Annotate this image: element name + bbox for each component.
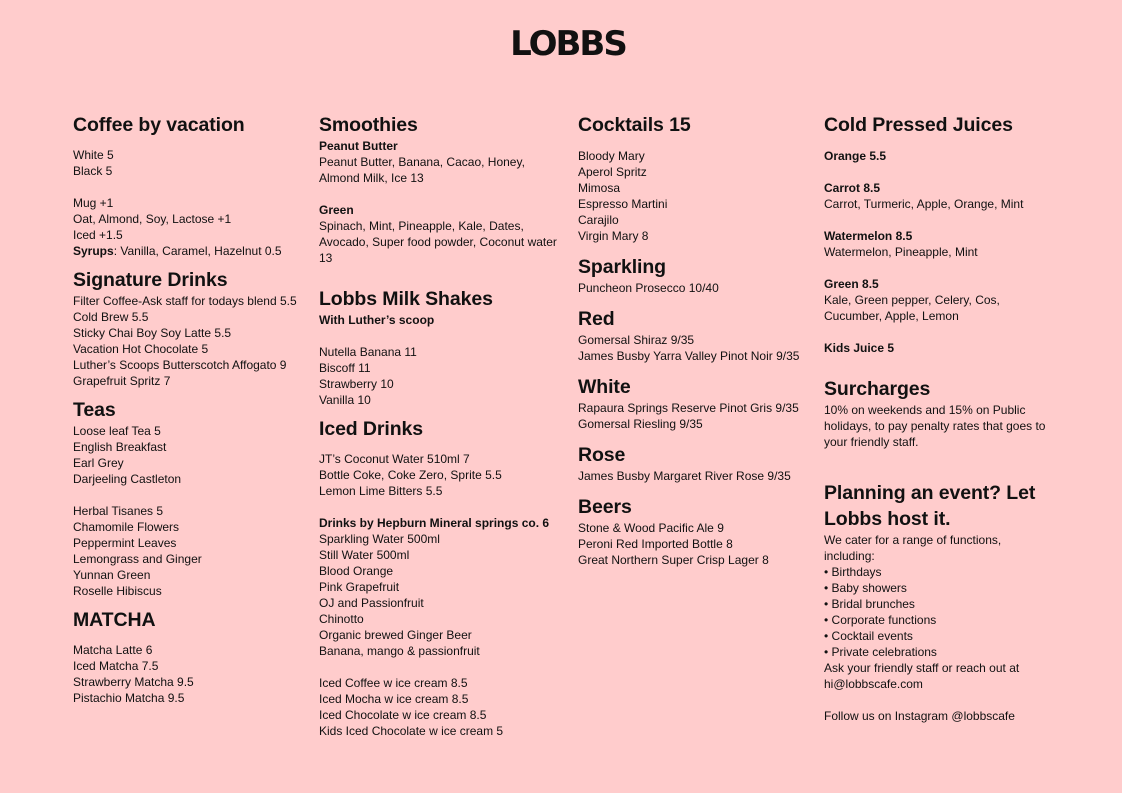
menu-item: Gomersal Shiraz 9/35 [578,333,695,347]
smoothie-desc: Spinach, Mint, Pineapple, Kale, Dates, Avocado, Super food powder, Coconut water 13 [319,219,557,265]
menu-item: Nutella Banana 11 [319,345,417,359]
menu-item: Herbal Tisanes 5 [73,504,164,518]
menu-item: Iced Matcha 7.5 [73,659,159,673]
menu-item: Vanilla 10 [319,393,371,407]
juice-desc: Carrot, Turmeric, Apple, Orange, Mint [824,197,1024,211]
event-bullet: • Birthdays [824,565,882,579]
juice-name: Orange 5.5 [824,149,887,163]
menu-item: JT’s Coconut Water 510ml 7 [319,452,470,466]
menu-item: Kids Iced Chocolate w ice cream 5 [319,724,504,738]
syrups-text: : Vanilla, Caramel, Hazelnut 0.5 [113,244,282,258]
surcharges-text: 10% on weekends and 15% on Public holidays, to pay penalty rates that goes to your friendly staff. [824,403,1046,449]
menu-column-3 [578,112,816,568]
menu-item: Oat, Almond, Soy, Lactose +1 [73,212,232,226]
menu-item: Gomersal Riesling 9/35 [578,417,703,431]
matcha-heading: MATCHA [73,609,156,631]
brand-logo: LOBBS [510,24,626,64]
hepburn-heading: Drinks by Hepburn Mineral springs co. 6 [319,516,550,530]
menu-item: Matcha Latte 6 [73,643,153,657]
menu-column-1 [73,112,308,706]
menu-item: Iced Coffee w ice cream 8.5 [319,676,468,690]
smoothie-name: Peanut Butter [319,139,398,153]
menu-item: Still Water 500ml [319,548,410,562]
menu-item: Bloody Mary [578,149,645,163]
menu-item: Black 5 [73,164,113,178]
menu-item: Filter Coffee-Ask staff for todays blend 5.5 [73,294,297,308]
event-intro: We cater for a range of functions, including: [824,533,1002,563]
coffee-heading: Coffee by vacation [73,114,245,136]
menu-item: Peppermint Leaves [73,536,177,550]
menu-item: Grapefruit Spritz 7 [73,374,171,388]
menu-item: Chamomile Flowers [73,520,180,534]
cocktails-heading: Cocktails 15 [578,114,691,136]
menu-item: Pink Grapefruit [319,580,400,594]
smoothie-desc: Peanut Butter, Banana, Cacao, Honey, Almond Milk, Ice 13 [319,155,525,185]
event-bullet: • Private celebrations [824,645,937,659]
menu-item: Luther’s Scoops Butterscotch Affogato 9 [73,358,287,372]
menu-item: James Busby Yarra Valley Pinot Noir 9/35 [578,349,800,363]
event-bullet: • Cocktail events [824,629,913,643]
juice-name: Watermelon 8.5 [824,229,913,243]
signature-heading: Signature Drinks [73,269,228,291]
syrups-label: Syrups [73,244,114,258]
menu-item: Sparkling Water 500ml [319,532,440,546]
shakes-subtitle: With Luther’s scoop [319,313,435,327]
menu-item: OJ and Passionfruit [319,596,424,610]
menu-item: Peroni Red Imported Bottle 8 [578,537,733,551]
menu-item: Strawberry 10 [319,377,394,391]
menu-item: Strawberry Matcha 9.5 [73,675,194,689]
shakes-heading: Lobbs Milk Shakes [319,288,493,310]
menu-column-2 [319,112,567,739]
beers-heading: Beers [578,496,632,518]
menu-item: Yunnan Green [73,568,151,582]
menu-item: Virgin Mary 8 [578,229,649,243]
menu-item: Sticky Chai Boy Soy Latte 5.5 [73,326,232,340]
red-heading: Red [578,308,615,330]
menu-item: Pistachio Matcha 9.5 [73,691,185,705]
smoothies-heading: Smoothies [319,114,418,136]
menu-item: Roselle Hibiscus [73,584,162,598]
menu-item: Cold Brew 5.5 [73,310,149,324]
smoothie-name: Green [319,203,354,217]
menu-item: Vacation Hot Chocolate 5 [73,342,209,356]
menu-item: Bottle Coke, Coke Zero, Sprite 5.5 [319,468,502,482]
menu-item: Espresso Martini [578,197,668,211]
menu-item: Puncheon Prosecco 10/40 [578,281,719,295]
menu-item: Iced +1.5 [73,228,123,242]
event-heading: Planning an event? Let Lobbs host it. [824,482,1036,530]
menu-item: Chinotto [319,612,364,626]
menu-item: Earl Grey [73,456,124,470]
menu-item: Loose leaf Tea 5 [73,424,161,438]
menu-item: Darjeeling Castleton [73,472,182,486]
event-bullet: • Bridal brunches [824,597,915,611]
menu-item: Lemon Lime Bitters 5.5 [319,484,443,498]
instagram-line: Follow us on Instagram @lobbscafe [824,709,1015,723]
menu-item: Iced Chocolate w ice cream 8.5 [319,708,487,722]
event-contact: Ask your friendly staff or reach out at hi@lobbscafe.com [824,661,1020,691]
syrups-line [73,243,308,259]
juice-desc: Watermelon, Pineapple, Mint [824,245,978,259]
menu-item: Blood Orange [319,564,394,578]
menu-item: Organic brewed Ginger Beer [319,628,472,642]
teas-heading: Teas [73,399,116,421]
menu-item: Lemongrass and Ginger [73,552,202,566]
menu-item: English Breakfast [73,440,167,454]
juice-name: Kids Juice 5 [824,341,895,355]
event-bullet: • Corporate functions [824,613,937,627]
white-heading: White [578,376,631,398]
menu-item: Mimosa [578,181,621,195]
juice-name: Green 8.5 [824,277,879,291]
menu-item: Biscoff 11 [319,361,371,375]
menu-item: Great Northern Super Crisp Lager 8 [578,553,769,567]
juices-heading: Cold Pressed Juices [824,114,1013,136]
surcharges-heading: Surcharges [824,378,931,400]
menu-item: White 5 [73,148,114,162]
menu-column-4 [824,112,1064,724]
juice-name: Carrot 8.5 [824,181,881,195]
menu-item: James Busby Margaret River Rose 9/35 [578,469,791,483]
menu-item: Carajilo [578,213,619,227]
menu-item: Banana, mango & passionfruit [319,644,480,658]
menu-item: Iced Mocha w ice cream 8.5 [319,692,469,706]
menu-item: Aperol Spritz [578,165,647,179]
menu-item: Stone & Wood Pacific Ale 9 [578,521,724,535]
sparkling-heading: Sparkling [578,256,666,278]
event-bullet: • Baby showers [824,581,907,595]
menu-item: Mug +1 [73,196,114,210]
rose-heading: Rose [578,444,626,466]
menu-item: Rapaura Springs Reserve Pinot Gris 9/35 [578,401,799,415]
juice-desc: Kale, Green pepper, Celery, Cos, Cucumber, Apple, Lemon [824,293,1000,323]
iced-heading: Iced Drinks [319,418,424,440]
